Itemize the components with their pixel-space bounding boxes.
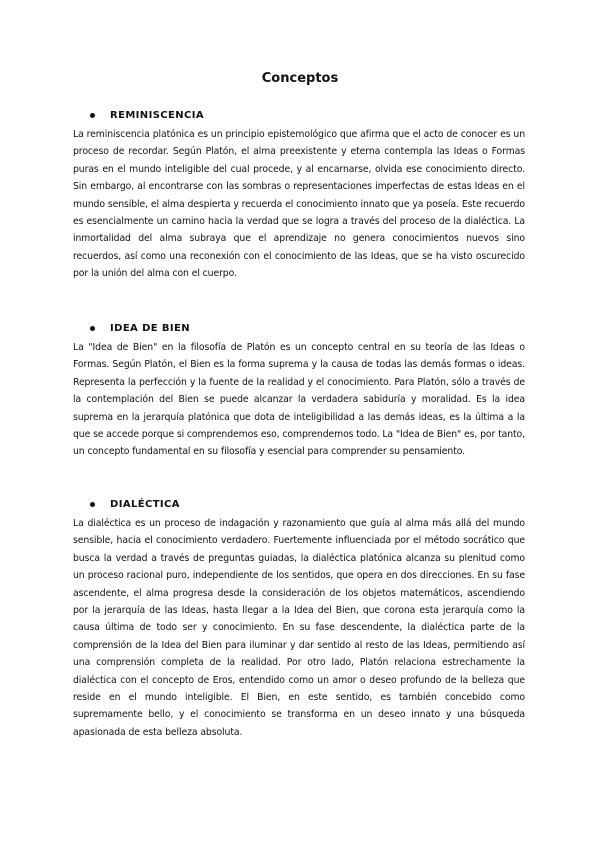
- section-heading-text: IDEA DE BIEN: [110, 322, 191, 334]
- section-heading: [90, 108, 525, 122]
- bullet-icon: [90, 502, 95, 507]
- section-paragraph: La "Idea de Bien" en la filosofía de Platón es un concepto central en su teoría de las Ideas o Formas. Según Platón, el Bien es la forma suprema y la causa de todas las demás formas o ideas. Representa la perfección y la fuente de la realidad y el conocimiento. Para Platón, sólo a través de la contemplación del Bien se puede alcanzar la verdadera sabiduría y moralidad. Es la idea suprema en la jerarquía platónica que dota de inteligibilidad a las demás ideas, es la última a la que se accede porque si comprendemos eso, comprendemos todo. La "Idea de Bien" es, por tanto, un concepto fundamental en su filosofía y esencial para comprender su pensamiento.: [73, 342, 526, 458]
- section-reminiscencia: [73, 108, 525, 283]
- bullet-icon: [90, 326, 95, 331]
- section-heading: [90, 321, 525, 335]
- section-heading-text: REMINISCENCIA: [110, 109, 205, 121]
- section-heading-text: DIALÉCTICA: [110, 498, 180, 510]
- section-heading: [90, 497, 525, 511]
- bullet-icon: [90, 113, 95, 118]
- section-idea-de-bien: [73, 321, 525, 461]
- page-title: Conceptos: [261, 71, 339, 86]
- section-paragraph: La reminiscencia platónica es un principio epistemológico que afirma que el acto de conocer es un proceso de recordar. Según Platón, el alma preexistente y eterna contempla las Ideas o Formas puras en el mundo inteligible del cual procede, y al encarnarse, olvida ese conocimiento directo. Sin embargo, al encontrarse con las sombras o representaciones imperfectas de estas Ideas en el mundo sensible, el alma despierta y recuerda el conocimiento innato que ya poseía. Este recuerdo es esencialmente un camino hacia la verdad que se logra a través del proceso de la dialéctica. La inmortalidad del alma subraya que el aprendizaje no genera conocimientos nuevos sino recuerdos, así como una reconexión con el conocimiento de las Ideas, que se ha visto oscurecido por la unión del alma con el cuerpo.: [73, 129, 525, 280]
- section-dialectica: [73, 497, 525, 741]
- section-paragraph: La dialéctica es un proceso de indagación y razonamiento que guía al alma más allá del mundo sensible, hacia el conocimiento verdadero. Fuertemente influenciada por el método socrático que busca la verdad a través de preguntas guiadas, la dialéctica platónica alcanza su plenitud como un proceso racional puro, independiente de los sentidos, que opera en dos direcciones. En su fase ascendente, el alma progresa desde la consideración de los objetos matemáticos, ascendiendo por la jerarquía de las Ideas, hasta llegar a la Idea del Bien, que corona esta jerarquía como la causa última de todo ser y conocimiento. En su fase descendente, la dialéctica parte de la comprensión de la Idea del Bien para iluminar y dar sentido al resto de las Ideas, permitiendo así una comprensión completa de la realidad. Por otro lado, Platón relaciona estrechamente la dialéctica con el concepto de Eros, entendido como un amor o deseo profundo de la belleza que reside en el mundo inteligible. El Bien, en este sentido, es también concebido como supremamente bello, y el conocimiento se transforma en un deseo innato y una búsqueda apasionada de esta belleza absoluta.: [73, 518, 525, 738]
